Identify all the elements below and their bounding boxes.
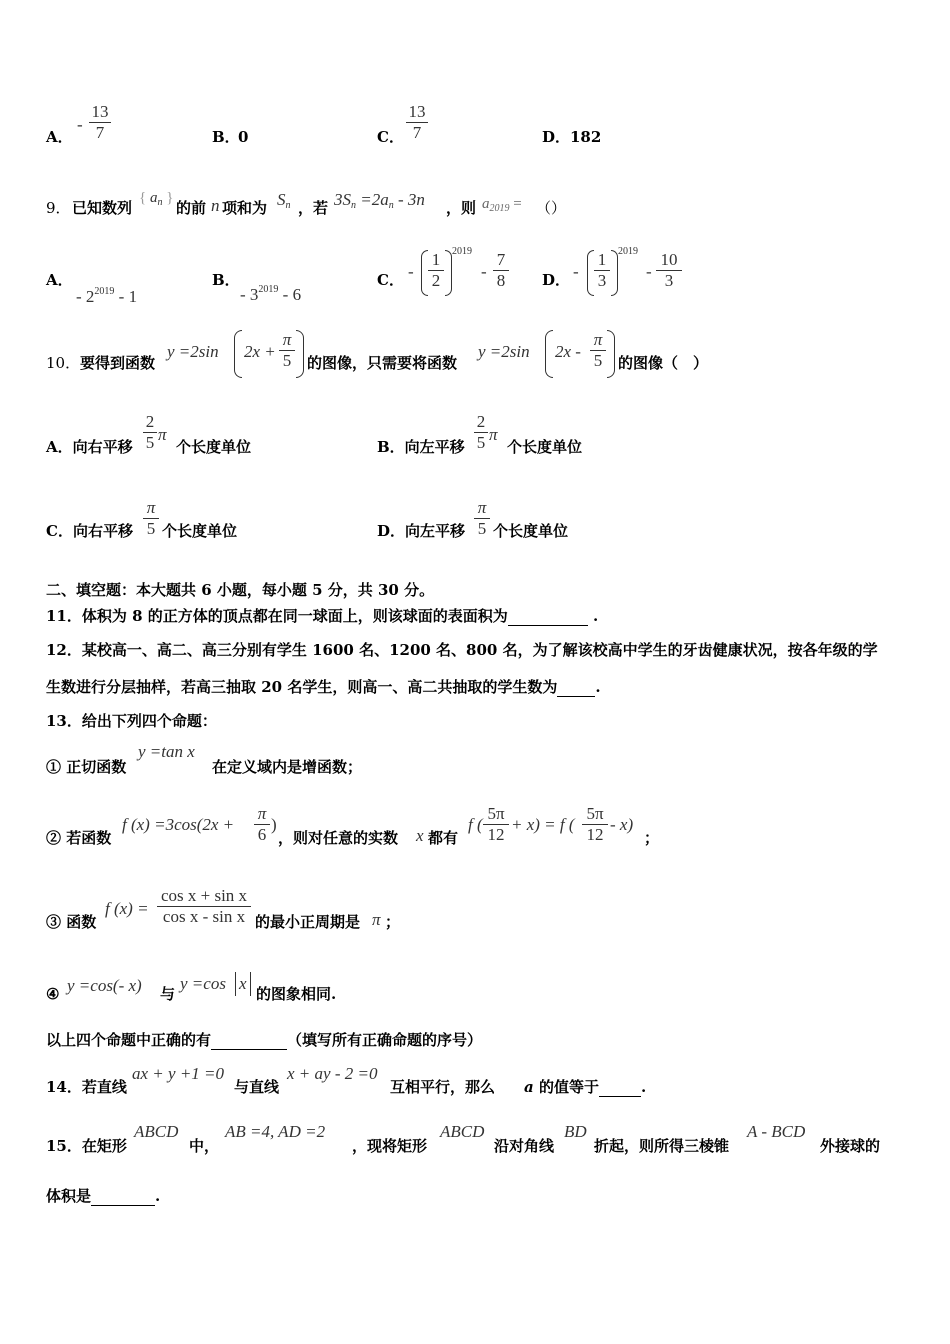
q9-option-a-label: A．: [46, 271, 73, 289]
q14-line-1: ax + y +1 =0: [132, 1064, 225, 1083]
q9-option-d-base-fraction: 1 3: [594, 250, 610, 291]
q13-p4-function-2: y =cos: [180, 974, 226, 993]
q13-conclusion: 以上四个命题中正确的有 （填写所有正确命题的序号）: [46, 1031, 483, 1049]
q13-p4-x: x: [239, 974, 247, 993]
q9-text-4: ，若: [298, 199, 329, 217]
q15-text-4: 沿对角线: [494, 1137, 555, 1155]
q8-option-c-label: C．: [377, 128, 404, 146]
q13-p2-label: ② 若函数: [46, 829, 112, 847]
q10-option-a-pi: π: [158, 425, 167, 444]
q10-function-2-left-paren: [545, 330, 553, 378]
q10-function-1-left-paren: [234, 330, 242, 378]
q9-option-d-exponent: 2019: [618, 246, 638, 257]
q14-line-2: x + ay - 2 =0: [287, 1064, 378, 1083]
q10-option-d-tail: 个长度单位: [493, 522, 569, 540]
q9-option-c-left-paren: [421, 250, 428, 296]
q8-option-d-label: D．: [542, 128, 571, 146]
q14-text-2: 与直线: [234, 1078, 280, 1096]
q13-p2-end: ；: [644, 829, 660, 847]
q10-number: 10．: [46, 354, 81, 372]
q9-sequence: { $a_n$ }: [139, 190, 174, 208]
q9-text-6: （）: [536, 199, 567, 217]
q10-option-c-fraction: π 5: [143, 498, 159, 539]
q14-text-3: 互相平行，那么: [390, 1078, 496, 1096]
q9-n: n: [211, 196, 220, 215]
q15-rectangle-2: ABCD: [440, 1122, 485, 1141]
q13-p3-pi: π: [372, 910, 381, 929]
q13-intro: 13．给出下列四个命题：: [46, 712, 217, 730]
q15-text-6: 外接球的: [820, 1137, 881, 1155]
q9-option-d-label: D．: [542, 271, 571, 289]
q12-line-2: 生数进行分层抽样，若高三抽取 20 名学生，则高一、高二共抽取的学生数为 .: [46, 678, 601, 696]
q15-text-2: 中，: [189, 1137, 220, 1155]
q9-option-b-label: B．: [212, 271, 240, 289]
q13-p2-fraction: π 6: [254, 804, 270, 845]
q10-text-3: 的图像（ ）: [618, 354, 709, 372]
q13-p4-text-1: 与: [160, 985, 176, 1003]
q10-option-d-label: D．向左平移: [377, 522, 466, 540]
q13-p2-lhs-open: f (: [468, 815, 483, 834]
q15-condition: AB =4, AD =2: [225, 1122, 326, 1141]
q9-option-d-left-paren: [587, 250, 594, 296]
q13-p2-close: ): [271, 815, 277, 834]
q10-function-1-inner: 2x +: [244, 342, 276, 361]
q10-function-1-lhs: y =2sin: [167, 342, 219, 361]
q14-a: a: [524, 1078, 534, 1096]
q15-text-3: ，现将矩形: [352, 1137, 428, 1155]
q10-text-1: 要得到函数: [80, 354, 156, 372]
q9-option-c-label: C．: [377, 271, 404, 289]
q13-p2-rhs-close: - x): [610, 815, 634, 834]
q10-option-c-tail: 个长度单位: [162, 522, 238, 540]
q13-p3-text: 的最小正周期是: [255, 913, 361, 931]
q10-option-a-label: A．向右平移: [46, 438, 133, 456]
q10-function-1-fraction: π 5: [279, 330, 295, 371]
q9-option-d-minus: -: [646, 262, 652, 281]
q10-option-c-label: C．向右平移: [46, 522, 133, 540]
q15-line-2: 体积是 .: [46, 1187, 161, 1205]
q9-sum: $S_n$: [277, 190, 291, 211]
q9-equation: $3S_n =2a_n - 3n$: [334, 190, 425, 211]
q9-text-3: 项和为: [222, 199, 268, 217]
q12-line-1: 12．某校高一、高二、高三分别有学生 1600 名、1200 名、800 名，为了解该校高中学生的牙齿健康状况，按各年级的学: [46, 641, 878, 659]
section-heading: 二、填空题：本大题共 6 小题，每小题 5 分，共 30 分。: [46, 581, 435, 599]
q13-p4-label: ④: [46, 985, 60, 1003]
q13-p3-end: ；: [385, 913, 401, 931]
q13-p2-equation-middle: + x) = f (: [511, 815, 575, 834]
q9-option-a-expr: - $2^{2019} - 1$: [76, 286, 138, 306]
q9-number: 9．: [46, 199, 71, 217]
q9-option-c-right-paren: [445, 250, 452, 296]
q15-text-5: 折起，则所得三棱锥: [594, 1137, 730, 1155]
q13-p3-label: ③ 函数: [46, 913, 97, 931]
q10-option-b-fraction: 2 5: [474, 412, 488, 453]
q9-option-b-expr: - $3^{2019} - 6$: [240, 284, 302, 304]
q10-text-2: 的图像，只需要将函数: [307, 354, 458, 372]
q13-p2-text-2: 都有: [428, 829, 459, 847]
q10-function-2-fraction: π 5: [590, 330, 606, 371]
q13-p3-fraction: cos x + sin x cos x - sin x: [157, 886, 251, 927]
q13-p4-abs-left: [235, 972, 236, 996]
q14-text-4: 的值等于 .: [539, 1078, 647, 1096]
q10-option-b-tail: 个长度单位: [507, 438, 583, 456]
q9-text-1: 已知数列: [72, 199, 133, 217]
q13-p1-label: ① 正切函数: [46, 758, 127, 776]
q8-option-b-value: 0: [238, 128, 249, 146]
q9-option-c-exponent: 2019: [452, 246, 472, 257]
q9-text-2: 的前: [176, 199, 207, 217]
q13-p4-text-2: 的图象相同.: [256, 985, 337, 1003]
q10-function-1-right-paren: [296, 330, 304, 378]
q10-option-d-fraction: π 5: [474, 498, 490, 539]
q15-rectangle: ABCD: [134, 1122, 179, 1141]
q13-p1-text: 在定义域内是增函数；: [212, 758, 363, 776]
q13-p4-function-1: y =cos(- x): [67, 976, 142, 995]
q13-p3-function: f (x) =: [105, 899, 149, 918]
q10-function-2-inner: 2x -: [555, 342, 581, 361]
q15-pyramid: A - BCD: [747, 1122, 806, 1141]
q8-option-b-label: B．: [212, 128, 240, 146]
q10-option-b-label: B．向左平移: [377, 438, 465, 456]
q13-p2-x: x: [416, 826, 424, 845]
q14-text-1: 14．若直线: [46, 1078, 127, 1096]
q8-option-a-fraction: 13 7: [89, 102, 111, 143]
q13-p2-text-1: ，则对任意的实数: [278, 829, 399, 847]
q10-function-2-lhs: y =2sin: [478, 342, 530, 361]
q9-target: $a_{2019}$ =: [482, 196, 522, 214]
q8-option-a-label: A．: [46, 128, 73, 146]
q8-option-d-value: 182: [570, 128, 602, 146]
q9-option-d-sign: -: [573, 262, 579, 281]
q8-option-a-sign: -: [77, 115, 83, 134]
q13-p2-function: f (x) =3cos(2x +: [122, 815, 235, 834]
q8-option-c-fraction: 13 7: [406, 102, 428, 143]
q13-p1-formula: y =tan x: [138, 742, 195, 761]
q9-text-5: ，则: [446, 199, 477, 217]
q10-option-a-fraction: 2 5: [143, 412, 157, 453]
q9-option-c-minus: -: [481, 262, 487, 281]
q10-function-2-right-paren: [607, 330, 615, 378]
q15-text-1: 15．在矩形: [46, 1137, 127, 1155]
q13-p2-rhs-fraction: 5π 12: [582, 804, 608, 845]
q13-p2-lhs-fraction: 5π 12: [483, 804, 509, 845]
q9-option-c-sign: -: [408, 262, 414, 281]
q10-option-b-pi: π: [489, 425, 498, 444]
q9-option-c-base-fraction: 1 2: [428, 250, 444, 291]
q13-p4-abs-right: [250, 972, 251, 996]
q10-option-a-tail: 个长度单位: [176, 438, 252, 456]
q9-option-d-right-paren: [611, 250, 618, 296]
q11-text: 11．体积为 8 的正方体的顶点都在同一球面上，则该球面的表面积为 .: [46, 607, 599, 625]
q9-option-c-fraction: 7 8: [493, 250, 509, 291]
q15-diagonal: BD: [564, 1122, 587, 1141]
q9-option-d-fraction: 10 3: [656, 250, 682, 291]
